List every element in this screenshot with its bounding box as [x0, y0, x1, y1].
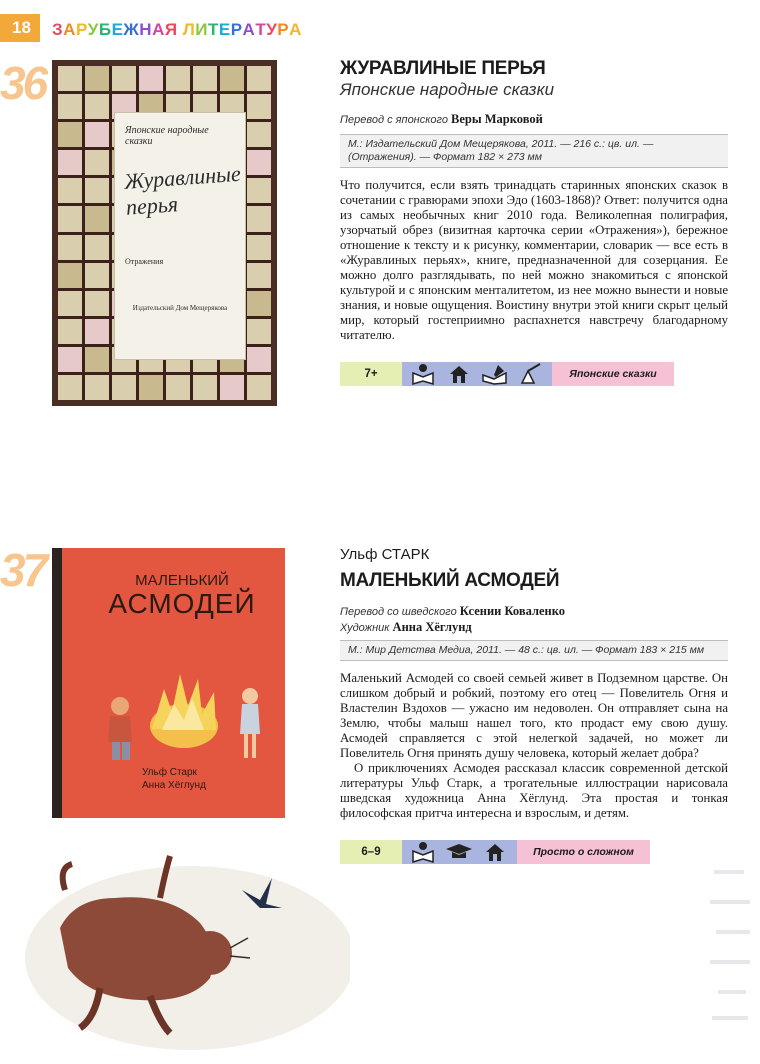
category-icons: [402, 840, 517, 864]
cover-lattice-tile: [85, 263, 109, 288]
section-title-letter: Р: [230, 20, 243, 39]
cover-lattice-tile: [247, 347, 271, 372]
reading-child-icon: [408, 363, 438, 385]
cover-lattice-tile: [58, 178, 82, 203]
section-title-letter: Е: [111, 20, 124, 39]
tag-bar: [340, 362, 674, 386]
cover-lattice-tile: [220, 375, 244, 400]
imprint: М.: Издательский Дом Мещерякова, 2011. — 216 с.: цв. ил. — (Отражения). — Формат 182 × 273 мм: [340, 134, 728, 168]
cover-lattice-tile: [58, 235, 82, 260]
cover-lattice-tile: [220, 66, 244, 91]
cover-author: Ульф Старк: [142, 767, 197, 778]
translator-name: Веры Марковой: [451, 112, 543, 126]
genre-tag: Японские сказки: [552, 362, 674, 386]
cover-credits: [142, 766, 206, 792]
cover-lattice-tile: [58, 206, 82, 231]
cover-lattice-tile: [85, 122, 109, 147]
cover-lattice-tile: [247, 263, 271, 288]
cover-lattice-tile: [85, 178, 109, 203]
section-title-letter: Я: [164, 20, 178, 39]
description-paragraph-1: Маленький Асмодей со своей семьей живет в Подземном царстве. Он слишком добрый и робкий, поэтому его отец — Повелитель Огня и Властелин Вздохов — ужасно им недоволен. Он отправляет сына на Землю, чтобы малыш нашел того, кто продаст ему свою душу. Асмодей справляется с этой нелегкой задачей, но может ли Повелитель Огня принять душу человека, который желает добра?: [340, 671, 728, 760]
illustrator-name: Анна Хёглунд: [392, 620, 472, 634]
cover-title: Журавлиные перья: [123, 160, 242, 220]
cover-lattice-tile: [193, 66, 217, 91]
translation-credit: Перевод со шведского Ксении Коваленко: [340, 604, 566, 618]
cover-lattice-tile: [58, 319, 82, 344]
cover-lattice-tile: [247, 94, 271, 119]
section-title-letter: Т: [207, 20, 219, 39]
cover-lattice-tile: [193, 375, 217, 400]
section-title-letter: У: [266, 20, 278, 39]
cover-lattice-tile: [247, 206, 271, 231]
cover-lattice-tile: [58, 150, 82, 175]
book-title: ЖУРАВЛИНЫЕ ПЕРЬЯ: [340, 58, 546, 79]
book-title: МАЛЕНЬКИЙ АСМОДЕЙ: [340, 570, 560, 591]
house-icon: [480, 841, 510, 863]
cover-illustration-fire: [92, 634, 272, 764]
section-title-letter: Н: [139, 20, 153, 39]
cover-lattice-tile: [247, 291, 271, 316]
section-title-letter: У: [87, 20, 99, 39]
section-title-letter: А: [63, 20, 76, 39]
cover-lattice-tile: [85, 66, 109, 91]
cover-lattice-tile: [166, 375, 190, 400]
book1-text: [340, 58, 728, 343]
cover-lattice-tile: [247, 319, 271, 344]
cover-lattice-tile: [58, 66, 82, 91]
section-title-letter: Т: [255, 20, 267, 39]
illustrator-credit: Художник Анна Хёглунд: [340, 620, 472, 634]
section-title-letter: И: [195, 20, 208, 39]
cover-lattice-tile: [58, 122, 82, 147]
category-icons: [402, 362, 552, 386]
cover-lattice-tile: [85, 347, 109, 372]
section-title-letter: З: [52, 20, 64, 39]
book-description: Что получится, если взять тринадцать старинных японских сказок в сочетании с гравюрами эпохи Эдо (1603-1868)? Ответ: получится одна из самых необычных книг 2010 года. Великолепная полиграфия, узорчатый обрез (визитная карточка серии «Отражения»), бережное отношение к тексту и к рисунку, комментарии, словарик — все есть в «Журавлиных перьях», книге, предназначенной для созерцания. Ее можно долго разглядывать, по ней можно знакомиться с японской культурой и с японским менталитетом, из нее можно вынести и новые знания, и новые ощущения. Воистину внутри этой книги скрыт целый мир, который гостеприимно распахнется навстречу благодарному читателю.: [340, 178, 728, 342]
cover-lattice-tile: [58, 94, 82, 119]
cover-lattice-tile: [58, 375, 82, 400]
book-author: Ульф СТАРК: [340, 546, 430, 563]
cover-lattice-tile: [58, 347, 82, 372]
genre-tag: Просто о сложном: [517, 840, 650, 864]
cover-lattice-tile: [85, 206, 109, 231]
section-title-letter: А: [242, 20, 256, 39]
section-title-letter: Ж: [123, 20, 140, 39]
tag-bar: [340, 840, 650, 864]
age-badge: 7+: [340, 362, 402, 386]
cover-illustrator: Анна Хёглунд: [142, 780, 206, 791]
bleed-through-decoration: [708, 860, 758, 1030]
cover-lattice-tile: [139, 375, 163, 400]
balalaika-icon: [516, 363, 546, 385]
page-number: 18: [0, 14, 40, 42]
book-subtitle: Японские народные сказки: [340, 80, 555, 99]
graduation-cap-icon: [444, 841, 474, 863]
section-title-letter: Р: [75, 20, 88, 39]
translator-name: Ксении Коваленко: [459, 604, 566, 618]
section-title-letter: Е: [218, 20, 231, 39]
age-badge: 6–9: [340, 840, 402, 864]
section-title-letter: Б: [98, 20, 112, 39]
section-title-letter: Л: [182, 20, 196, 39]
description-paragraph-2: О приключениях Асмодея рассказал классик современной детской литературы Ульф Старк, а трогательные иллюстрации нарисовала шведская художница Анна Хёглунд. Эта простая и тонкая философская притча интересна и взрослым, и детям.: [340, 761, 728, 820]
cover-lattice-tile: [112, 66, 136, 91]
cover-lattice-tile: [247, 66, 271, 91]
cover-lattice-tile: [247, 122, 271, 147]
cover-lattice-tile: [85, 319, 109, 344]
book2-text: [340, 546, 728, 821]
cover-lattice-tile: [85, 235, 109, 260]
cover-lattice-tile: [112, 375, 136, 400]
reading-child-icon: [408, 841, 438, 863]
cover-lattice-tile: [85, 94, 109, 119]
cover-label-panel: [114, 112, 246, 360]
cover-lattice-tile: [247, 150, 271, 175]
cover-publisher: Издательский Дом Мещерякова: [132, 304, 228, 312]
cover-lattice-tile: [58, 291, 82, 316]
book-pen-icon: [480, 363, 510, 385]
cover-lattice-tile: [247, 235, 271, 260]
section-title-letter: Р: [277, 20, 290, 39]
cover-lattice-tile: [85, 150, 109, 175]
cover-lattice-tile: [58, 263, 82, 288]
cover-title-line2: АСМОДЕЙ: [108, 588, 256, 619]
cover-lattice-tile: [85, 375, 109, 400]
book-cover-zhuravlinye-perya: [52, 60, 277, 406]
book-cover-malenky-asmodey: [52, 548, 285, 818]
cover-title-line1: МАЛЕНЬКИЙ: [135, 572, 229, 589]
book-description: [340, 671, 728, 821]
imprint: М.: Мир Детства Медиа, 2011. — 48 с.: цв. ил. — Формат 183 × 215 мм: [340, 640, 728, 661]
illustration-asmodey: [20, 828, 350, 1050]
entry-number: 36: [0, 57, 46, 109]
cover-lattice-tile: [247, 178, 271, 203]
translation-credit: Перевод с японского Веры Марковой: [340, 112, 543, 126]
entry-number: 37: [0, 544, 46, 596]
cover-series: Отражения: [125, 257, 164, 266]
section-title-letter: А: [289, 20, 302, 39]
house-icon: [444, 363, 474, 385]
cover-supertitle: Японские народные сказки: [125, 125, 209, 147]
section-title-letter: А: [152, 20, 165, 39]
cover-lattice-tile: [85, 291, 109, 316]
section-title: [52, 18, 302, 42]
cover-lattice-tile: [166, 66, 190, 91]
cover-lattice-tile: [139, 66, 163, 91]
cover-lattice-tile: [247, 375, 271, 400]
